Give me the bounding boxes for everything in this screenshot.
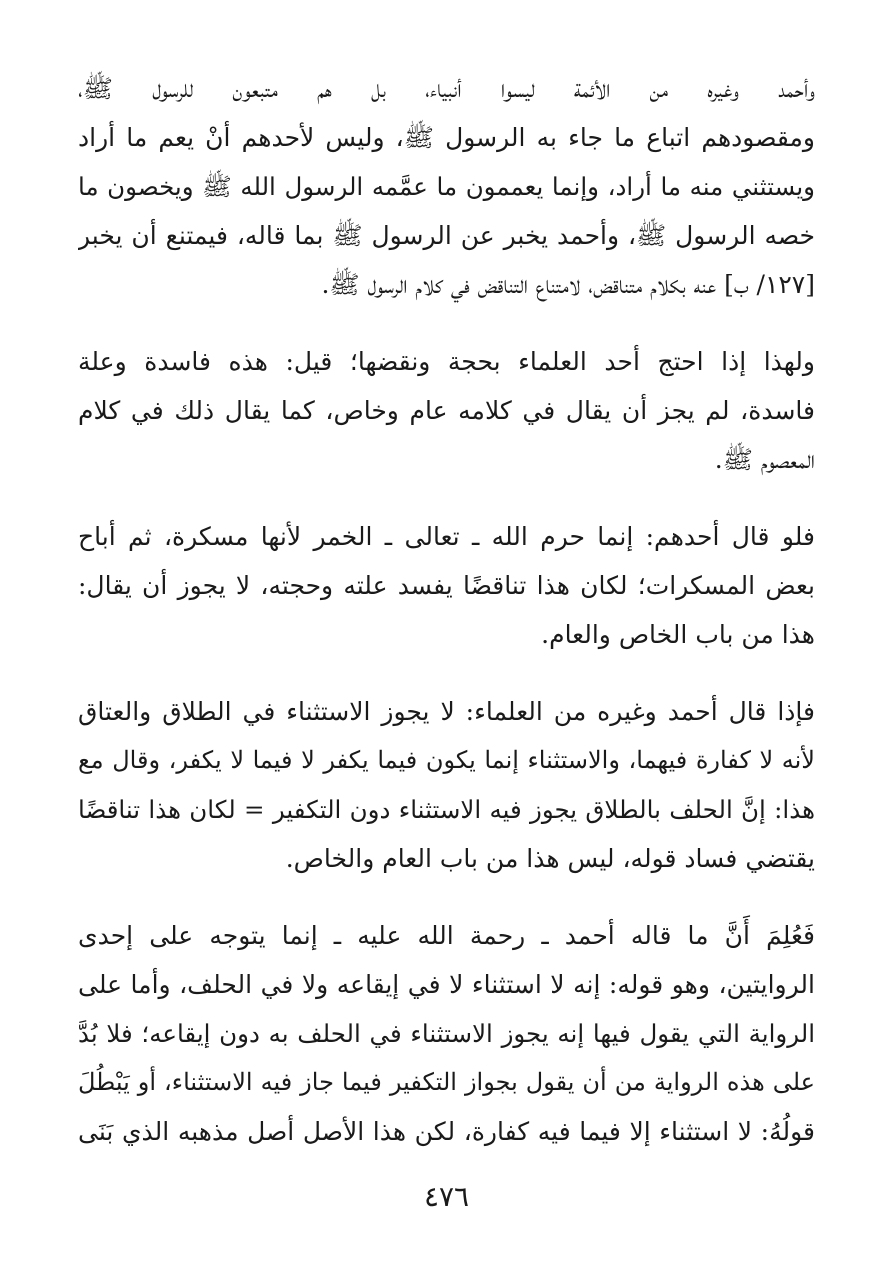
page-number: ٤٧٦ [423,1180,470,1213]
text-line: فلو قال أحدهم: إنما حرم الله ـ تعالى ـ الخمر لأنها مسكرة، ثم أباح [78,522,815,551]
text-line: هذا من باب الخاص والعام. [541,620,815,649]
text-line: المعصوم ﷺ. [714,445,815,474]
text-line: فاسدة، لم يجز أن يقال في كلامه عام وخاص، كما يقال ذلك في كلام [78,396,815,425]
text-line: [١٢٧/ ب] عنه بكلام متناقض، لامتناع التناقض في كلام الرسول ﷺ. [321,270,815,299]
text-line: على هذه الرواية من أن يقول بجواز التكفير فيما جاز فيه الاستثناء، أو يَبْطُلَ [78,1068,815,1096]
paragraph-3 [78,512,815,659]
document-page [78,64,815,1184]
paragraph-1 [78,64,815,309]
text-line: يقتضي فساد قوله، ليس هذا من باب العام والخاص. [285,844,815,873]
text-line: بعض المسكرات؛ لكان هذا تناقضًا يفسد علته وحجته، لا يجوز أن يقال: [78,571,815,600]
text-line: فإذا قال أحمد وغيره من العلماء: لا يجوز الاستثناء في الطلاق والعتاق [78,697,815,726]
text-line: ومقصودهم اتباع ما جاء به الرسول ﷺ، وليس لأحدهم أنْ يعم ما أراد [78,123,815,152]
paragraph-5 [78,911,815,1156]
text-line: خصه الرسول ﷺ، وأحمد يخبر عن الرسول ﷺ بما قاله، فيمتنع أن يخبر [78,221,815,250]
text-line: وأحمد وغيره من الأئمة ليسوا أنبياء، بل هم متبعون للرسول ﷺ، [78,74,815,103]
text-line: فَعُلِمَ أَنَّ ما قاله أحمد ـ رحمة الله عليه ـ إنما يتوجه على إحدى [78,921,815,950]
paragraph-4 [78,687,815,883]
text-line: الروايتين، وهو قوله: إنه لا استثناء لا في إيقاعه ولا في الحلف، وأما على [78,970,815,999]
text-line: ولهذا إذا احتج أحد العلماء بحجة ونقضها؛ قيل: هذه فاسدة وعلة [78,347,815,376]
text-line: ويستثني منه ما أراد، وإنما يعممون ما عمَّمه الرسول الله ﷺ ويخصون ما [78,172,815,201]
text-line: لأنه لا كفارة فيهما، والاستثناء إنما يكون فيما يكفر لا فيما لا يكفر، وقال مع [78,746,815,774]
text-line: الرواية التي يقول فيها إنه يجوز الاستثناء في الحلف به دون إيقاعه؛ فلا بُدَّ [78,1019,815,1048]
text-line: قولُهُ: لا استثناء إلا فيما فيه كفارة، لكن هذا الأصل أصل مذهبه الذي بَنَى [78,1117,815,1146]
paragraph-2 [78,337,815,484]
text-line: هذا: إنَّ الحلف بالطلاق يجوز فيه الاستثناء دون التكفير = لكان هذا تناقضًا [78,795,815,824]
